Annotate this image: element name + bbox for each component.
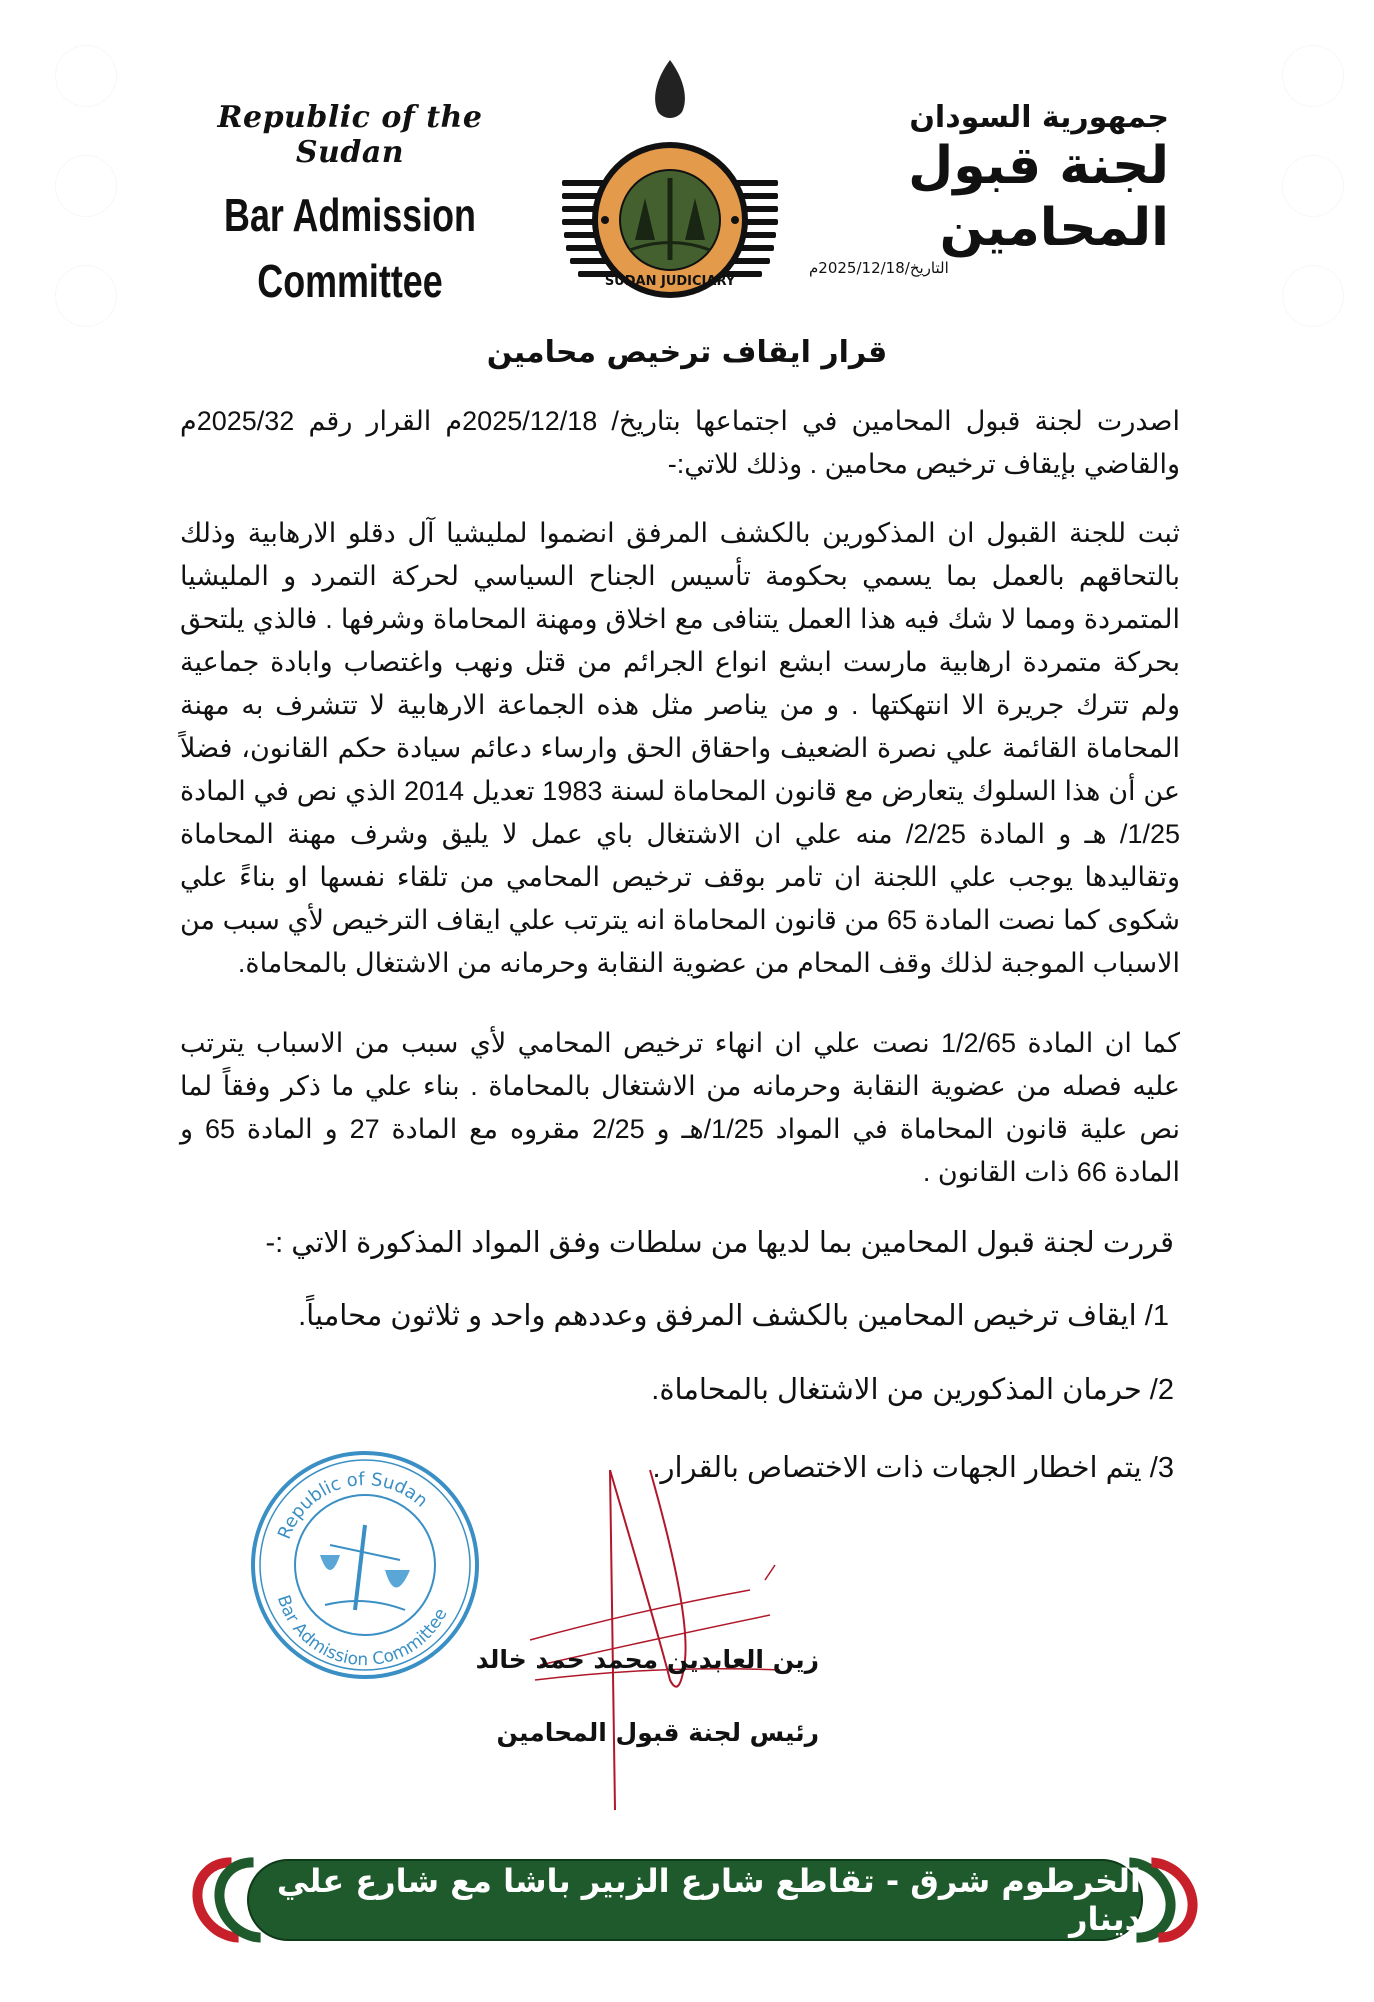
footer-green-band — [247, 1859, 1143, 1941]
committee-english-line2: Committee — [257, 255, 443, 307]
seal-stamp-icon — [245, 1445, 485, 1685]
svg-text:Republic of Sudan: Republic of Sudan — [273, 1468, 432, 1543]
scales-of-justice-icon — [560, 50, 780, 320]
decision-item-1: 1/ ايقاف ترخيص المحامين بالكشف المرفق وعددهم واحد و ثلاثون محامياً. — [298, 1300, 1169, 1332]
decision-item-2: 2/ حرمان المذكورين من الاشتغال بالمحاماة. — [651, 1374, 1174, 1406]
letterhead-arabic — [809, 100, 1169, 277]
decision-intro: قررت لجنة قبول المحامين بما لديها من سلطات وفق المواد المذكورة الاتي :- — [265, 1227, 1174, 1259]
watermark-right-1 — [1282, 45, 1344, 107]
document-date — [809, 259, 1169, 277]
footer-address: الخرطوم شرق - تقاطع شارع الزبير باشا مع شارع علي دينار — [276, 1862, 1141, 1938]
legal-basis-paragraph: كما ان المادة 1/2/65 نصت علي ان انهاء ترخيص المحامي لأي سبب من الاسباب يترتب عليه فصله من عضوية النقابة وحرمانه من الاشتغال بالمحاماة . بناء علي ما ذكر وفقاً لما نص علية قانون المحاماة في المواد 1/25/هـ و 2/25 مقروه مع المادة 27 و المادة 65 و المادة 66 ذات القانون . — [180, 1028, 1181, 1187]
republic-arabic: جمهورية السودان — [909, 100, 1169, 135]
watermark-left-2 — [55, 155, 117, 217]
signer-name: زين العابدين محمد حمد خالد — [475, 1645, 819, 1674]
committee-english-line1: Bar Admission — [224, 189, 476, 241]
signature-mark — [520, 1440, 860, 1810]
handwritten-signature-icon — [520, 1440, 860, 1810]
watermark-right-3 — [1282, 265, 1344, 327]
intro-paragraph: اصدرت لجنة قبول المحامين في اجتماعها بتاريخ/ 2025/12/18م القرار رقم 2025/32م والقاضي بإيقاف ترخيص محامين . وذلك للاتي:- — [180, 406, 1180, 479]
decision-item-3: 3/ يتم اخطار الجهات ذات الاختصاص بالقرار. — [652, 1452, 1174, 1484]
footer-address-banner — [195, 1855, 1195, 1945]
republic-english: Republic of the Sudan — [217, 100, 483, 170]
judiciary-emblem — [560, 50, 780, 320]
document-title: قرار ايقاف ترخيص محامين — [486, 335, 888, 370]
committee-arabic-line1: لجنة قبول — [908, 136, 1169, 196]
watermark-left-1 — [55, 45, 117, 107]
reasoning-paragraph: ثبت للجنة القبول ان المذكورين بالكشف المرفق انضموا لمليشيا آل دقلو الارهابية وذلك بالتحاقهم بالعمل بما يسمي بحكومة تأسيس الجناح السياسي لحركة التمرد و المليشيا المتمردة ومما لا شك فيه هذا العمل يتنافى مع اخلاق ومهنة المحاماة وشرفها . فالذي يلتحق بحركة متمردة ارهابية مارست ابشع انواع الجرائم من قتل ونهب واغتصاب وابادة جماعية ولم تترك جريرة الا انتهكتها . و من يناصر مثل هذه الجماعة الارهابية لا تتشرف به مهنة المحاماة القائمة علي نصرة الضعيف واحقاق الحق وارساء دعائم سيادة حكم القانون، فضلاً عن أن هذا السلوك يتعارض مع قانون المحاماة لسنة 1983 تعديل 2014 الذي نص في المادة 1/25/ هـ و المادة 2/25/ منه علي ان الاشتغال باي عمل لا يليق وشرف مهنة المحاماة وتقاليدها يوجب علي اللجنة ان تامر بوقف ترخيص المحامي من تلقاء نفسها او بناءً علي شكوى كما نصت المادة 65 من قانون المحاماة انه يترتب علي ايقاف الترخيص لأي سبب من الاسباب الموجبة لذلك وقف المحام من عضوية النقابة وحرمانه من الاشتغال بالمحاماة. — [180, 518, 1181, 978]
committee-arabic-line2: المحامين — [939, 198, 1169, 258]
date-value: 2025/12/18م — [809, 259, 905, 277]
watermark-left-3 — [55, 265, 117, 327]
svg-text:SUDAN JUDICIARY: SUDAN JUDICIARY — [604, 274, 736, 289]
svg-text:Bar Admission Committee: Bar Admission Committee — [272, 1592, 452, 1671]
letterhead-english — [160, 100, 540, 308]
date-label: التاريخ/ — [904, 259, 949, 277]
official-seal — [245, 1445, 485, 1685]
signer-position: رئيس لجنة قبول المحامين — [496, 1718, 819, 1747]
watermark-right-2 — [1282, 155, 1344, 217]
